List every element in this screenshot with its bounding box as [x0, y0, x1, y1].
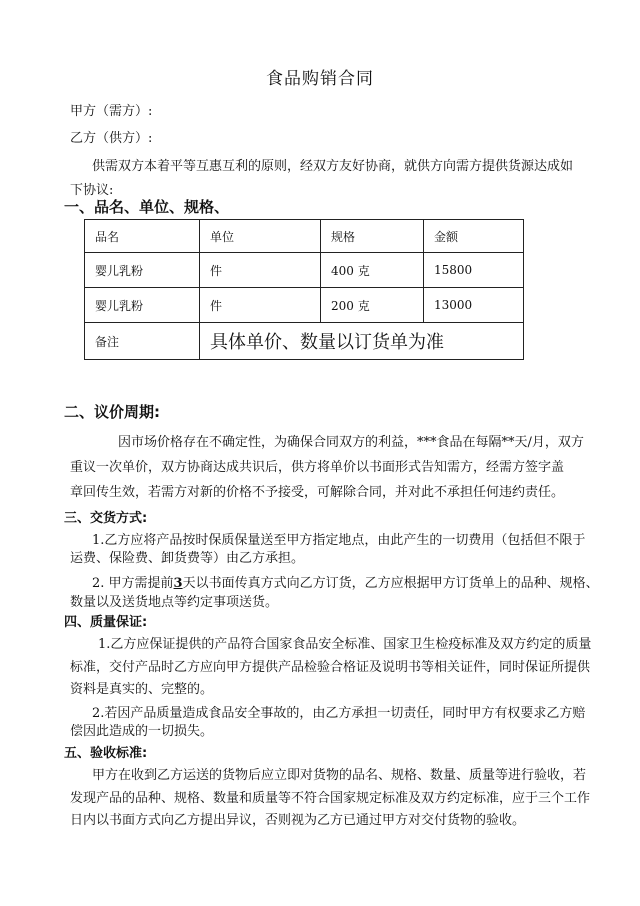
table-row [85, 253, 524, 288]
table-header-row [85, 220, 524, 253]
section-2-line-2: 重议一次单价，双方协商达成共识后，供方将单价以书面形式告知需方，经需方签字盖 [70, 460, 565, 475]
table-cell: 13000 [424, 288, 524, 323]
table-cell: 15800 [424, 253, 524, 288]
table-header-cell: 金额 [424, 220, 524, 253]
section-5-line-1: 甲方在收到乙方运送的货物后应立即对货物的品名、规格、数量、质量等进行验收，若 [92, 768, 587, 783]
intro-line-1: 供需双方本着平等互惠互利的原则，经双方友好协商，就供方向需方提供货源达成如 [92, 159, 574, 174]
section-3-text: 天以书面传真方式向乙方订货，乙方应根据甲方订货单上的品种、规格、 [182, 576, 599, 591]
section-4-line-4: 2.若因产品质量造成食品安全事故的，由乙方承担一切责任，同时甲方有权要求乙方赔 [92, 706, 586, 721]
section-5-line-3: 日内以书面方式向乙方提出异议，否则视为乙方已通过甲方对交付货物的验收。 [70, 813, 526, 828]
section-4-heading: 四、质量保证: [64, 615, 148, 630]
table-header-cell: 品名 [85, 220, 200, 253]
party-b-line: 乙方（供方）: [70, 131, 153, 146]
note-text-cell: 具体单价、数量以订货单为准 [200, 323, 524, 360]
section-3-line-3 [92, 572, 599, 591]
table-cell: 婴儿乳粉 [85, 288, 200, 323]
section-4-line-3: 资料是真实的、完整的。 [70, 682, 214, 697]
section-3-line-1: 1.乙方应将产品按时保质保量送至甲方指定地点，由此产生的一切费用（包括但不限于 [92, 533, 586, 548]
table-cell: 400 克 [321, 253, 424, 288]
table-cell: 件 [200, 253, 321, 288]
days-value: 3 [173, 576, 183, 591]
section-4-line-2: 标准，交付产品时乙方应向甲方提供产品检验合格证及说明书等相关证件，同时保证所提供 [70, 660, 591, 675]
note-label-cell: 备注 [85, 323, 200, 360]
table-header-cell: 单位 [200, 220, 321, 253]
party-a-line: 甲方（需方）: [70, 104, 153, 119]
section-2-heading: 二、议价周期: [64, 403, 160, 421]
document-title: 食品购销合同 [266, 69, 374, 89]
table-cell: 200 克 [321, 288, 424, 323]
section-2-line-1: 因市场价格存在不确定性，为确保合同双方的利益，***食品在每隔**天/月，双方 [118, 435, 584, 450]
section-1-heading: 一、品名、单位、规格、 [64, 198, 230, 216]
section-3-line-4: 数量以及送货地点等约定事项送货。 [70, 595, 279, 610]
section-3-heading: 三、交货方式: [64, 511, 148, 526]
section-5-line-2: 发现产品的品种、规格、数量和质量等不符合国家规定标准及双方约定标准，应于三个工作 [70, 791, 591, 806]
section-2-line-3: 章回传生效，若需方对新的价格不予接受，可解除合同，并对此不承担任何违约责任。 [70, 485, 565, 500]
table-row [85, 288, 524, 323]
table-cell: 件 [200, 288, 321, 323]
section-3-text: 2. 甲方需提前 [92, 576, 174, 591]
table-header-cell: 规格 [321, 220, 424, 253]
table-note-row [85, 323, 524, 360]
section-5-heading: 五、验收标准: [64, 746, 148, 761]
table-cell: 婴儿乳粉 [85, 253, 200, 288]
intro-line-2: 下协议: [70, 183, 114, 198]
section-3-line-2: 运费、保险费、卸货费等）由乙方承担。 [70, 551, 305, 566]
section-4-line-5: 偿因此造成的一切损失。 [70, 724, 214, 739]
product-table [84, 219, 524, 360]
section-4-line-1: 1.乙方应保证提供的产品符合国家食品安全标准、国家卫生检疫标准及双方约定的质量 [98, 637, 592, 652]
